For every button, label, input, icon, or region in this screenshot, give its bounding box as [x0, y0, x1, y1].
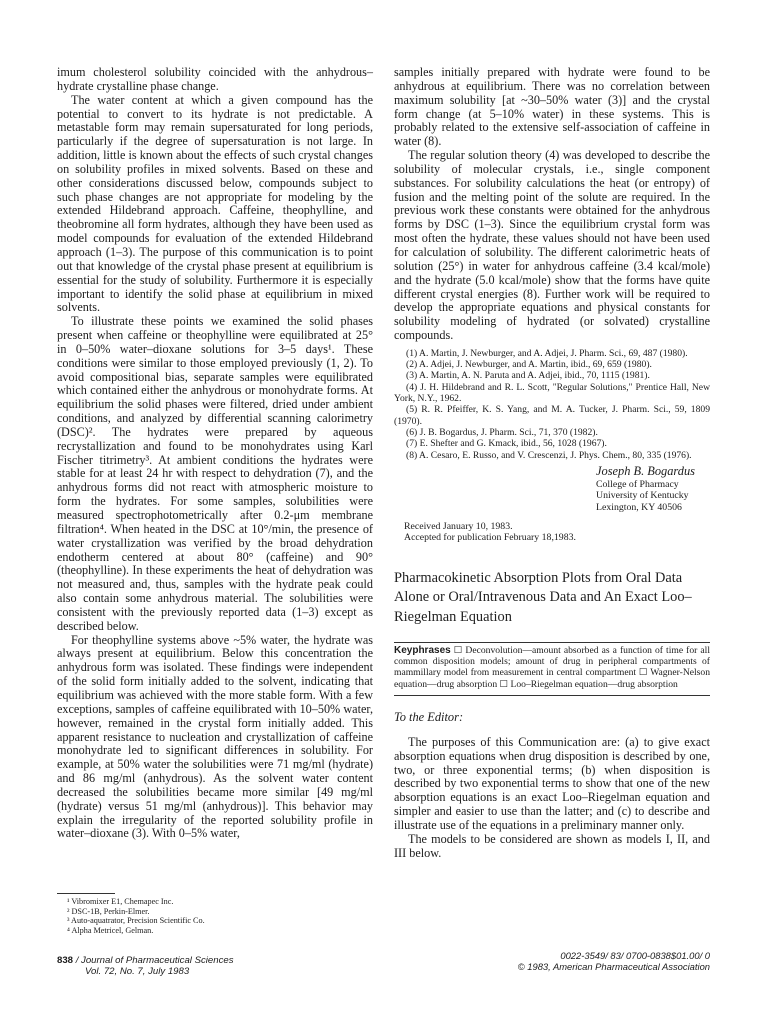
- body-paragraph: imum cholesterol solubility coincided with the anhydrous–hydrate crystalline phase change.: [57, 65, 373, 93]
- body-paragraph: The water content at which a given compound has the potential to convert to its hydrate is not predictable. A metastable form may remain supersaturated for long periods, particularly if the degree of supersaturation is not large. In addition, little is known about the effects of such crystal changes on solubility profiles in mixed solvents. Based on these and other considerations discussed below, compounds subject to such phase changes are not appropriate for modeling by the extended Hildebrand approach. Caffeine, theophylline, and theobromine all form hydrates, although they have been used as model compounds for evaluation of the extended Hildebrand approach (1–3). The purpose of this communication is to point out that knowledge of the crystal phase present at equilibrium is essential for the study of solubility. Furthermore it is especially important to identify the solid phase at equilibrium in mixed solvents.: [57, 92, 373, 315]
- reference-item: (4) J. H. Hildebrand and R. L. Scott, "Regular Solutions," Prentice Hall, New York, N.Y., 1962.: [394, 381, 710, 405]
- body-paragraph: The purposes of this Communication are: (a) to give exact absorption equations when drug disposition is described by one, two, or three exponential terms; (b) when disposition is described by two exponential terms to show that one of the new absorption equations is an exact Loo–Riegelman equation and simpler and easier to use than the latter; and (c) to describe and illustrate use of the equations in a preliminary manner only.: [394, 734, 710, 832]
- footnote: ³ Auto-aquatrator, Precision Scientific Co.: [67, 916, 205, 926]
- salutation: To the Editor:: [394, 709, 464, 724]
- author-affiliation: College of Pharmacy University of Kentucky Lexington, KY 40506: [596, 478, 689, 513]
- article-code: 0022-3549/ 83/ 0700-0838$01.00/ 0: [560, 950, 710, 961]
- journal-volume: Vol. 72, No. 7, July 1983: [85, 966, 190, 977]
- reference-item: (3) A. Martin, A. N. Paruta and A. Adjei, ibid., 70, 1115 (1981).: [406, 370, 650, 382]
- reference-item: (2) A. Adjei, J. Newburger, and A. Martin, ibid., 69, 659 (1980).: [406, 359, 652, 371]
- page-number: 838: [57, 955, 74, 966]
- reference-item: (5) R. R. Pfeiffer, K. S. Yang, and M. A. Tucker, J. Pharm. Sci., 59, 1809 (1970).: [394, 404, 710, 427]
- received-date: Received January 10, 1983.: [404, 521, 513, 533]
- footnote: ⁴ Alpha Metricel, Gelman.: [67, 925, 154, 935]
- received-dates: [404, 521, 710, 544]
- footnote-divider: [57, 893, 115, 894]
- author-name: Joseph B. Bogardus: [596, 463, 695, 478]
- right-column: [394, 66, 710, 860]
- footnote: ¹ Vibromixer E1, Chemapec Inc.: [67, 897, 174, 906]
- reference-list: [394, 348, 710, 461]
- journal-footer: [57, 955, 234, 977]
- article-body: [394, 736, 710, 861]
- accepted-date: Accepted for publication February 18,1983.: [404, 532, 576, 544]
- reference-item: (8) A. Cesaro, E. Russo, and V. Crescenzi, J. Phys. Chem., 80, 335 (1976).: [406, 449, 692, 461]
- footnotes: [57, 897, 205, 935]
- article-title: Pharmacokinetic Absorption Plots from Oral Data Alone or Oral/Intravenous Data and An Exact Loo–Riegelman Equation: [394, 569, 692, 626]
- body-paragraph: samples initially prepared with hydrate were found to be anhydrous at equilibrium. There was no correlation between maximum solubility [at ~30–50% water (3)] and the crystal form change (at 5–10% water) in these systems. This is probably related to the extensive self-association of caffeine in water (8).: [394, 65, 710, 149]
- body-paragraph: The models to be considered are shown as models I, II, and III below.: [394, 831, 710, 860]
- reference-item: (7) E. Shefter and G. Kmack, ibid., 56, 1028 (1967).: [406, 438, 607, 450]
- journal-name: / Journal of Pharmaceutical Sciences: [75, 955, 234, 966]
- footnote: ² DSC-1B, Perkin-Elmer.: [67, 906, 150, 916]
- keyphrases-text: ☐ Deconvolution—amount absorbed as a function of time for all common disposition models; amount of drug in peripheral compartments of mammillary model from measurement in central compartment ☐ Wagner-Nelson equation—drug absorption ☐ Loo–Riegelman equation—drug absorption: [394, 644, 710, 690]
- body-paragraph: For theophylline systems above ~5% water, the hydrate was always present at equilibrium. Below this concentration the anhydrous form was isolated. These findings were independent of the solid form initially added to the solvent, indicating that equilibrium was achieved with the more stable form. With a few exceptions, samples of caffeine equilibrated with 10–50% water, however, remained in the crystal form initially added. This apparent resistance to nucleation and crystallization of caffeine monohydrate led to significant differences in solubility. For example, at 50% water the solubilities were 71 mg/ml (hydrate) and 86 mg/ml (anhydrous). As the solvent water content decreased the solubilities became more similar [49 mg/ml (hydrate) versus 51 mg/ml (anhydrous)]. This behavior may explain the irregularity of the reported solubility profile in water–dioxane (3). With 0–5% water,: [57, 632, 373, 841]
- reference-item: (6) J. B. Bogardus, J. Pharm. Sci., 71, 370 (1982).: [406, 426, 598, 438]
- left-column: [57, 66, 373, 841]
- copyright: © 1983, American Pharmaceutical Association: [517, 961, 710, 972]
- copyright-block: [430, 950, 710, 972]
- body-paragraph: The regular solution theory (4) was developed to describe the solubility of molecular crystals, i.e., single component substances. For solubility calculations the heat (or entropy) of fusion and the melting point of the solute are required. In the previous work these constants were obtained for the anhydrous forms by DSC (1–3). Since the equilibrium crystal form was most often the hydrate, these values should not have been used for calculation of solubility. The different calorimetric heats of solution (25°) in water for anhydrous caffeine (3.4 kcal/mole) and the hydrate (5.0 kcal/mole) show that the forms have quite different crystal energies (8). Further work will be required to develop the appropriate equations and physical constants for solubility modeling of hydrated (or solvated) crystalline compounds.: [394, 148, 710, 343]
- keyphrases-label: Keyphrases: [394, 644, 451, 656]
- keyphrases-box: [394, 642, 710, 696]
- body-paragraph: To illustrate these points we examined the solid phases present when caffeine or theophylline were equilibrated at 25° in 0–50% water–dioxane solutions for 3–5 days¹. These conditions were similar to those employed previously (1, 2). To avoid compositional bias, separate samples were equilibrated which contained either the anhydrous or monohydrate forms. At equilibrium the solid phases were filtered, dried under ambient conditions, and analyzed by differential scanning calorimetry (DSC)². The hydrates were prepared by aqueous recrystallization and found to be monohydrates using Karl Fischer titrimetry³. At ambient conditions the hydrates were stable for at least 24 hr with respect to dehydration (7), and the anhydrous forms did not react with atmospheric moisture to form the hydrates. For some samples, solubilities were measured spectrophotometrically after 0.2-μm membrane filtration⁴. When heated in the DSC at 10°/min, the presence of water crystallization was verified by the broad dehydration endotherm centered at about 80° (caffeine) and 90° (theophylline). In these experiments the heat of dehydration was not measured and, thus, samples with the hydrate peak could also contain some anhydrous material. The solubilities were consistent with the previously reported data (1–3) except as described below.: [57, 314, 373, 633]
- reference-item: (1) A. Martin, J. Newburger, and A. Adjei, J. Pharm. Sci., 69, 487 (1980).: [406, 347, 688, 359]
